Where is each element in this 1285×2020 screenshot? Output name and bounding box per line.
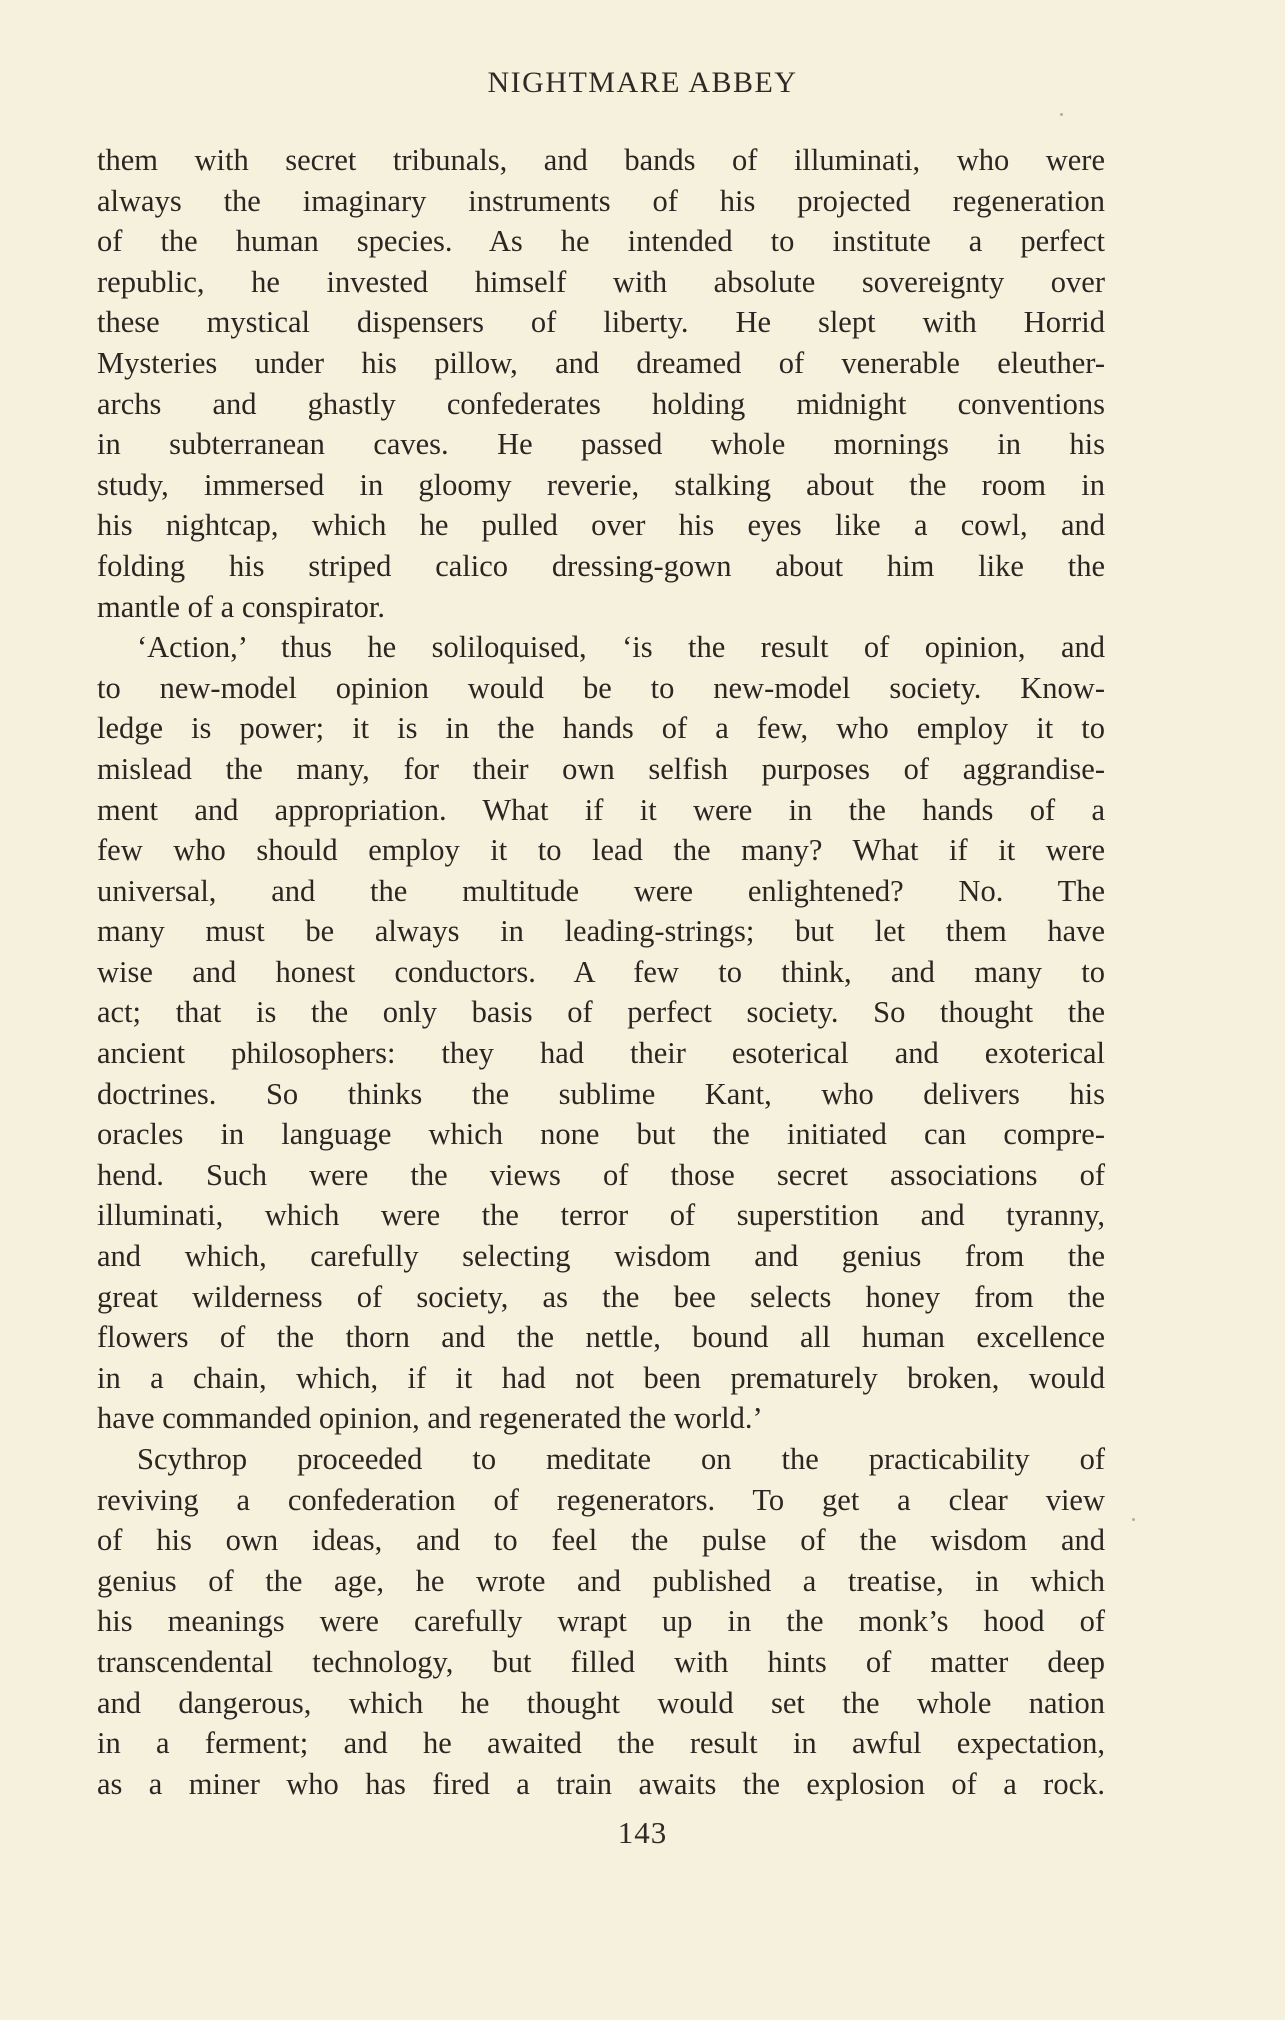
- text-line: hend. Such were the views of those secret associations of: [97, 1157, 1105, 1192]
- text-line: genius of the age, he wrote and published a treatise, in which: [97, 1563, 1105, 1598]
- text-line: archs and ghastly confederates holding midnight conventions: [97, 386, 1105, 421]
- text-line: study, immersed in gloomy reverie, stalking about the room in: [97, 467, 1105, 502]
- text-line: and which, carefully selecting wisdom and genius from the: [97, 1239, 1105, 1274]
- page-number: 143: [617, 1815, 668, 1850]
- running-head: NIGHTMARE ABBEY: [487, 66, 798, 99]
- text-line: transcendental technology, but filled with hints of matter deep: [97, 1644, 1105, 1679]
- text-line: wise and honest conductors. A few to think, and many to: [97, 954, 1105, 989]
- text-line: these mystical dispensers of liberty. He slept with Horrid: [97, 305, 1105, 340]
- text-line: republic, he invested himself with absolute sovereignty over: [97, 264, 1105, 299]
- text-line: and dangerous, which he thought would set the whole nation: [97, 1685, 1105, 1720]
- text-line: universal, and the multitude were enlightened? No. The: [97, 873, 1105, 908]
- text-line: mislead the many, for their own selfish purposes of aggrandise-: [97, 751, 1105, 786]
- body-text: [97, 140, 1105, 1804]
- text-line: them with secret tribunals, and bands of illuminati, who were: [97, 143, 1105, 177]
- text-line: always the imaginary instruments of his projected regeneration: [97, 183, 1105, 218]
- text-line: of the human species. As he intended to institute a perfect: [97, 224, 1105, 259]
- text-line: Scythrop proceeded to meditate on the practicability of: [137, 1442, 1105, 1476]
- text-line: ment and appropriation. What if it were in the hands of a: [97, 792, 1105, 827]
- text-line: in a ferment; and he awaited the result in awful expectation,: [97, 1726, 1105, 1761]
- text-line: reviving a confederation of regenerators. To get a clear view: [97, 1482, 1105, 1517]
- text-line: few who should employ it to lead the many? What if it were: [97, 833, 1105, 868]
- text-line: great wilderness of society, as the bee selects honey from the: [97, 1279, 1105, 1314]
- text-line: his nightcap, which he pulled over his eyes like a cowl, and: [97, 508, 1105, 543]
- text-line: oracles in language which none but the initiated can compre-: [97, 1117, 1105, 1152]
- text-line: Mysteries under his pillow, and dreamed of venerable eleuther-: [97, 345, 1105, 380]
- text-line: in a chain, which, if it had not been prematurely broken, would: [97, 1360, 1105, 1395]
- text-line: mantle of a conspirator.: [97, 589, 385, 624]
- text-line: his meanings were carefully wrapt up in the monk’s hood of: [97, 1604, 1105, 1639]
- text-line: ‘Action,’ thus he soliloquised, ‘is the result of opinion, and: [137, 630, 1105, 665]
- text-line: ledge is power; it is in the hands of a few, who employ it to: [97, 711, 1105, 746]
- text-line: of his own ideas, and to feel the pulse of the wisdom and: [97, 1523, 1105, 1558]
- text-line: flowers of the thorn and the nettle, bound all human excellence: [97, 1320, 1105, 1355]
- text-line: folding his striped calico dressing-gown about him like the: [97, 548, 1105, 583]
- text-line: ancient philosophers: they had their esoterical and exoterical: [97, 1036, 1105, 1071]
- text-line: illuminati, which were the terror of superstition and tyranny,: [97, 1198, 1105, 1233]
- paper-speck: [1060, 113, 1063, 116]
- text-line: many must be always in leading-strings; but let them have: [97, 914, 1105, 949]
- text-line: act; that is the only basis of perfect society. So thought the: [97, 995, 1105, 1030]
- text-line: have commanded opinion, and regenerated the world.’: [97, 1401, 763, 1436]
- text-line: in subterranean caves. He passed whole mornings in his: [97, 427, 1105, 462]
- paper-speck: [1132, 1518, 1135, 1521]
- text-line: to new-model opinion would be to new-model society. Know-: [97, 670, 1105, 705]
- text-line: as a miner who has fired a train awaits the explosion of a rock.: [97, 1766, 1105, 1801]
- text-line: doctrines. So thinks the sublime Kant, who delivers his: [97, 1076, 1105, 1111]
